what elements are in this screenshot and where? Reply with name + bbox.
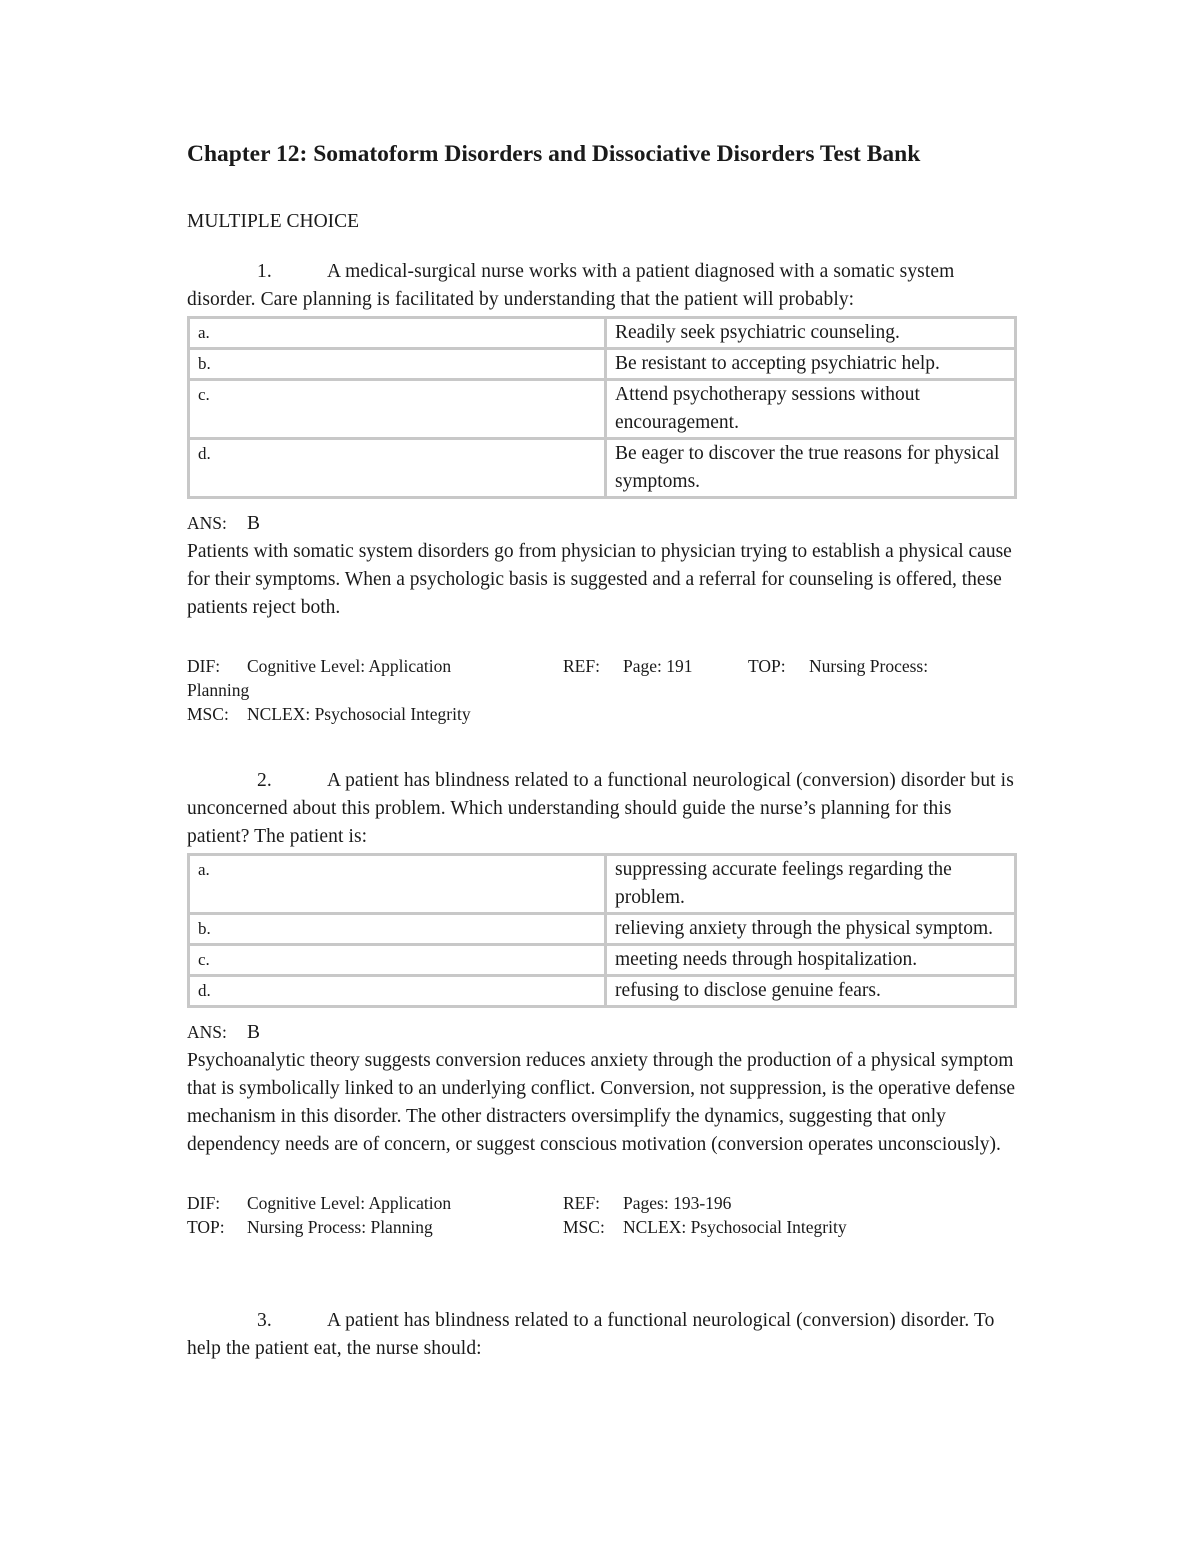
top-value-continued: Planning — [187, 680, 250, 700]
answer-label: ANS: — [187, 1022, 227, 1042]
section-heading: MULTIPLE CHOICE — [187, 211, 360, 232]
choice-text: Attend psychotherapy sessions without encouragement. — [606, 380, 1016, 439]
msc-label: MSC: — [187, 704, 229, 724]
metadata-block — [187, 1191, 1017, 1239]
dif-label: DIF: — [187, 1193, 221, 1213]
answer-line — [187, 1018, 1017, 1047]
ref-value: Page: 191 — [623, 656, 693, 676]
choice-letter: c. — [189, 380, 606, 439]
answer-value: B — [247, 513, 261, 534]
top-label: TOP: — [187, 1217, 225, 1237]
choice-letter: b. — [189, 914, 606, 945]
choices-table — [187, 316, 1017, 499]
choice-row[interactable] — [189, 914, 1016, 945]
dif-value: Cognitive Level: Application — [247, 656, 452, 676]
choice-letter: c. — [189, 945, 606, 976]
choice-row[interactable] — [189, 380, 1016, 439]
top-value: Nursing Process: Planning — [247, 1217, 433, 1237]
msc-value: NCLEX: Psychosocial Integrity — [247, 704, 471, 724]
msc-value: NCLEX: Psychosocial Integrity — [623, 1217, 847, 1237]
ref-value: Pages: 193-196 — [623, 1193, 732, 1213]
answer-label: ANS: — [187, 513, 227, 533]
rationale-text: Psychoanalytic theory suggests conversion reduces anxiety through the production of a physical symptom that is symbolically linked to an underlying conflict. Conversion, not suppression, is the operative defense mechanism in this disorder. The other distracters oversimplify the dynamics, suggesting that only dependency needs are of concern, or suggest conscious motivation (conversion operates unconsciously). — [187, 1050, 1016, 1155]
ref-label: REF: — [563, 1193, 600, 1213]
rationale-text: Patients with somatic system disorders go from physician to physician trying to establish a physical cause for their symptoms. When a psychologic basis is suggested and a referral for counseling is offered, these patients reject both. — [187, 541, 1012, 618]
question-text: A patient has blindness related to a functional neurological (conversion) disorder. To help the patient eat, the nurse should: — [187, 1310, 995, 1359]
metadata-block — [187, 654, 1017, 726]
choice-text: suppressing accurate feelings regarding the problem. — [606, 855, 1016, 914]
top-value: Nursing Process: — [809, 656, 929, 676]
answer-line — [187, 509, 1017, 538]
dif-label: DIF: — [187, 656, 221, 676]
msc-label: MSC: — [563, 1217, 605, 1237]
question-2 — [187, 767, 1017, 1239]
choice-text: refusing to disclose genuine fears. — [606, 976, 1016, 1007]
document-title: Chapter 12: Somatoform Disorders and Dissociative Disorders Test Bank — [187, 141, 921, 167]
question-text: A medical-surgical nurse works with a patient diagnosed with a somatic system disorder. Care planning is facilitated by understanding that the patient will probably: — [187, 261, 955, 310]
choice-text: Readily seek psychiatric counseling. — [606, 318, 1016, 349]
ref-label: REF: — [563, 656, 600, 676]
question-number: 2. — [257, 770, 272, 791]
question-stem — [187, 258, 1017, 314]
dif-value: Cognitive Level: Application — [247, 1193, 452, 1213]
question-1 — [187, 258, 1017, 726]
choice-letter: d. — [189, 439, 606, 498]
choice-text: Be resistant to accepting psychiatric help. — [606, 349, 1016, 380]
choice-row[interactable] — [189, 318, 1016, 349]
question-3 — [187, 1307, 1017, 1363]
question-stem — [187, 767, 1017, 851]
choice-letter: b. — [189, 349, 606, 380]
choice-letter: d. — [189, 976, 606, 1007]
choice-row[interactable] — [189, 945, 1016, 976]
question-stem — [187, 1307, 1017, 1363]
choice-text: Be eager to discover the true reasons for physical symptoms. — [606, 439, 1016, 498]
choice-row[interactable] — [189, 439, 1016, 498]
choice-letter: a. — [189, 855, 606, 914]
choice-text: relieving anxiety through the physical symptom. — [606, 914, 1016, 945]
choice-letter: a. — [189, 318, 606, 349]
answer-value: B — [247, 1022, 261, 1043]
top-label: TOP: — [748, 656, 786, 676]
choice-row[interactable] — [189, 855, 1016, 914]
question-number: 3. — [257, 1310, 272, 1331]
choice-row[interactable] — [189, 976, 1016, 1007]
question-number: 1. — [257, 261, 272, 282]
choices-table — [187, 853, 1017, 1008]
question-text: A patient has blindness related to a functional neurological (conversion) disorder but is unconcerned about this problem. Which understanding should guide the nurse’s planning for this patient? The patient is: — [187, 770, 1014, 847]
choice-text: meeting needs through hospitalization. — [606, 945, 1016, 976]
choice-row[interactable] — [189, 349, 1016, 380]
